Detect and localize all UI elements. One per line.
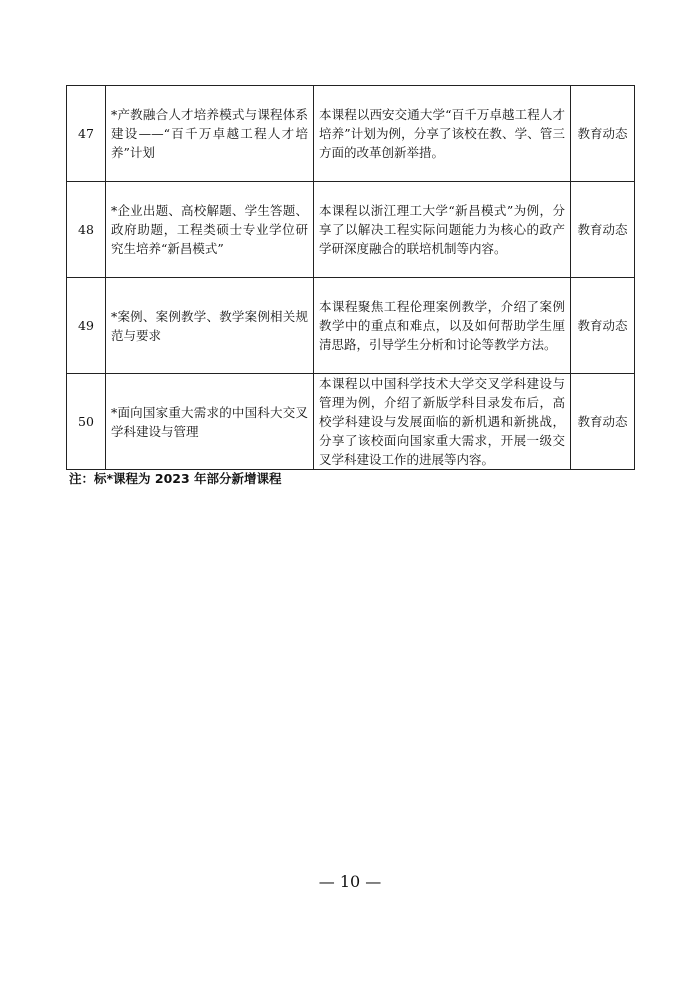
table-row <box>67 374 635 470</box>
table-row <box>67 182 635 278</box>
table-row <box>67 86 635 182</box>
course-table <box>66 85 635 470</box>
course-category: 教育动态 <box>571 374 635 470</box>
row-number: 50 <box>67 374 106 470</box>
course-category: 教育动态 <box>571 86 635 182</box>
footnote: 注：标*课程为 2023 年部分新增课程 <box>69 471 282 486</box>
course-description: 本课程以浙江理工大学“新昌模式”为例，分享了以解决工程实际问题能力为核心的政产学研深度融合的联培机制等内容。 <box>314 182 571 278</box>
course-description: 本课程以中国科学技术大学交叉学科建设与管理为例，介绍了新版学科目录发布后，高校学科建设与发展面临的新机遇和新挑战，分享了该校面向国家重大需求，开展一级交叉学科建设工作的进展等内容。 <box>314 374 571 470</box>
course-title: *产教融合人才培养模式与课程体系建设——“百千万卓越工程人才培养”计划 <box>106 86 314 182</box>
course-category: 教育动态 <box>571 278 635 374</box>
course-description: 本课程以西安交通大学“百千万卓越工程人才培养”计划为例，分享了该校在教、学、管三方面的改革创新举措。 <box>314 86 571 182</box>
table-row <box>67 278 635 374</box>
row-number: 48 <box>67 182 106 278</box>
course-title: *案例、案例教学、教学案例相关规范与要求 <box>106 278 314 374</box>
course-category: 教育动态 <box>571 182 635 278</box>
row-number: 49 <box>67 278 106 374</box>
course-title: *企业出题、高校解题、学生答题、政府助题，工程类硕士专业学位研究生培养“新昌模式” <box>106 182 314 278</box>
course-title: *面向国家重大需求的中国科大交叉学科建设与管理 <box>106 374 314 470</box>
course-description: 本课程聚焦工程伦理案例教学，介绍了案例教学中的重点和难点，以及如何帮助学生厘清思路，引导学生分析和讨论等教学方法。 <box>314 278 571 374</box>
row-number: 47 <box>67 86 106 182</box>
page-number: — 10 — <box>318 872 382 891</box>
